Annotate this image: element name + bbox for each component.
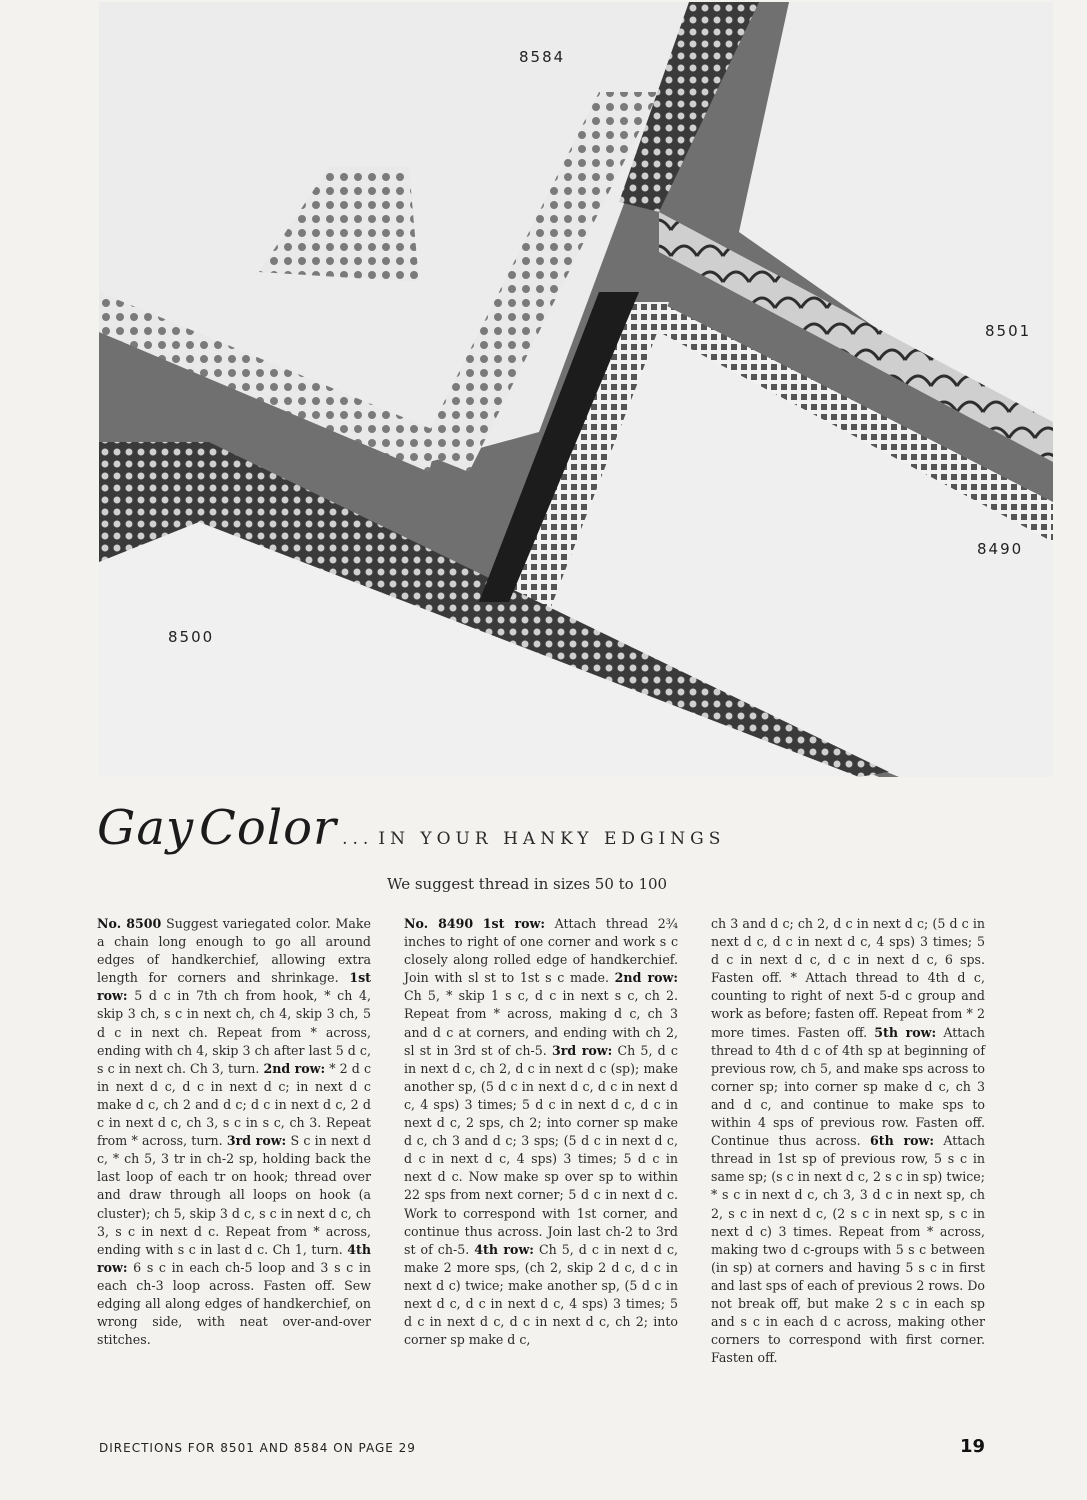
- heading-caps: IN YOUR HANKY EDGINGS: [378, 829, 726, 849]
- row-label: 1st row:: [482, 916, 545, 931]
- column-8490: [404, 915, 678, 1349]
- instruction-text: Attach thread in 1st sp of previous row, 5 s c in same sp; (s c in next d c, 2 s c in sp) twice; * s c in next d c, ch 3, 3 d c in next sp, ch 2, s c in next d c, (2 s c in next sp, s c in next d c) 3 times. Repeat from * across, making two d c-groups with 5 s c between (in sp) at corners and having 5 s c in first and last sps of each of previous 2 rows. Do not break off, but make 2 s c in each sp and s c in each d c across, making other corners to correspond with first corner. Fasten off.: [711, 1133, 985, 1366]
- column-8500: [97, 915, 371, 1349]
- subheading: We suggest thread in sizes 50 to 100: [387, 875, 668, 893]
- edgings-photo: [99, 2, 1053, 777]
- edgings-photo-drawing: [99, 2, 1053, 777]
- footer-directions: DIRECTIONS FOR 8501 AND 8584 ON PAGE 29: [99, 1441, 416, 1455]
- instruction-text: [473, 916, 483, 931]
- row-label: No. 8500: [97, 916, 162, 931]
- instruction-text: 6 s c in each ch-5 loop and 3 s c in each ch-3 loop across. Fasten off. Sew edging all along edges of handkerchief, on wrong side, with neat over-and-over stitches.: [97, 1259, 371, 1348]
- heading-color: Color: [199, 800, 337, 856]
- row-label: No. 8490: [404, 916, 474, 931]
- page-number: 19: [960, 1436, 986, 1457]
- instruction-text: Ch 5, * skip 1 s c, d c in next s c, ch 2. Repeat from * across, making d c, ch 3 and d c at corners, and ending with ch 2, sl st in 3rd st of ch-5.: [404, 988, 678, 1058]
- instruction-text: Ch 5, d c in next d c, make 2 more sps, (ch 2, skip 2 d c, d c in next d c) twice; make another sp, (5 d c in next d c, d c in next d c, 4 sps) 3 times; 5 d c in next d c, d c in next d c, ch 2; into corner sp make d c,: [404, 1241, 678, 1348]
- label-8584: 8584: [519, 48, 566, 66]
- page-heading: [97, 800, 997, 870]
- row-label: 1st row:: [97, 970, 371, 1004]
- instruction-text: Attach thread to 4th d c of 4th sp at beginning of previous row, ch 5, and make sps across to corner sp; into corner sp make d c, ch 3 and d c, and continue to make sps to within 4 sps of previous row. Fasten off. Continue thus across.: [711, 1024, 986, 1149]
- label-8500: 8500: [168, 628, 215, 646]
- instruction-text: Ch 5, d c in next d c, ch 2, d c in next d c (sp); make another sp, (5 d c in next d c, d c in next d c, 4 sps) 3 times; 5 d c in next d c, d c in next d c, 2 sps, ch 2; into corner sp make d c, ch 3 and d c; 3 sps; (5 d c in next d c, d c in next d c, 4 sps) 3 times; 5 d c in next d c. Now make sp over sp to within 22 sps from next corner; 5 d c in next d c. Work to correspond with 1st corner, and continue thus across. Join last ch-2 to 3rd st of ch-5.: [404, 1042, 678, 1257]
- instruction-text: 5 d c in 7th ch from hook, * ch 4, skip 3 ch, s c in next ch, ch 4, skip 3 ch, 5 d c in next ch. Repeat from * across, ending with ch 4, skip 3 ch after last 5 d c, s c in next ch. Ch 3, turn.: [97, 988, 371, 1076]
- instruction-text: Suggest variegated color. Make a chain long enough to go all around edges of handkerchief, allowing extra length for corners and shrinkage.: [97, 916, 371, 986]
- label-8490: 8490: [977, 540, 1024, 558]
- row-label: 4th row:: [97, 1241, 371, 1275]
- instruction-text: ch 3 and d c; ch 2, d c in next d c; (5 d c in next d c, d c in next d c, 4 sps) 3 times; 5 d c in next d c, d c in next d c, 6 sps. Fasten off. * Attach thread to 4th d c, counting to right of next 5-d c group and work as before; fasten off. Repeat from * 2 more times. Fasten off.: [711, 916, 985, 1040]
- column-8490-continued: [711, 915, 985, 1367]
- heading-gay: Gay: [97, 800, 195, 856]
- row-label: 2nd row:: [263, 1060, 326, 1076]
- instruction-text: S c in next d c, * ch 5, 3 tr in ch-2 sp, holding back the last loop of each tr on hook; thread over and draw through all loops on hook (a cluster); ch 5, skip 3 d c, s c in next d c, ch 3, s c in next d c. Repeat from * across, ending with s c in last d c. Ch 1, turn.: [97, 1133, 372, 1257]
- row-label: 6th row:: [869, 1133, 934, 1149]
- row-label: 2nd row:: [614, 970, 678, 986]
- instruction-text: * 2 d c in next d c, d c in next d c; in next d c make d c, ch 2 and d c; d c in next d c, 2 d c in next d c, ch 3, s c in s c, ch 3. Repeat from * across, turn.: [97, 1060, 371, 1149]
- label-8501: 8501: [985, 322, 1032, 340]
- row-label: 4th row:: [474, 1241, 534, 1257]
- heading-ellipsis: ...: [342, 829, 374, 849]
- instruction-text: Attach thread 2¾ inches to right of one corner and work s c closely along rolled edge of handkerchief. Join with sl st to 1st s c made.: [404, 916, 678, 986]
- row-label: 3rd row:: [226, 1133, 287, 1149]
- row-label: 5th row:: [874, 1024, 937, 1040]
- row-label: 3rd row:: [551, 1042, 613, 1058]
